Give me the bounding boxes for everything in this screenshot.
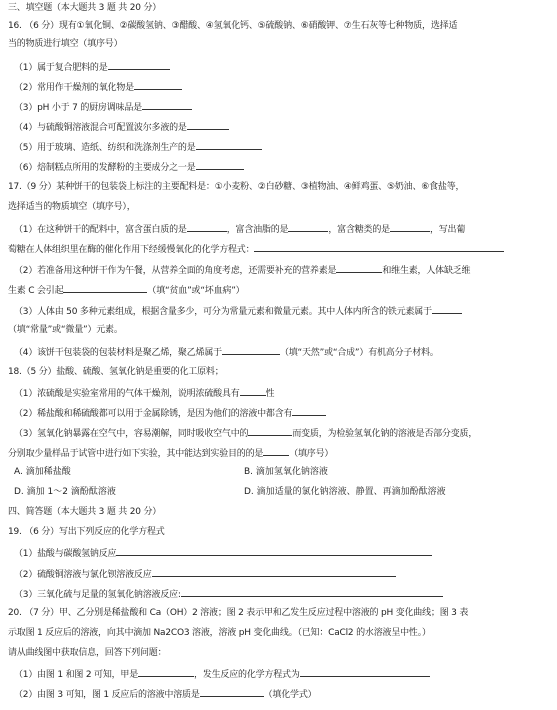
q17-item-2-cont (8, 283, 551, 297)
answer-blank[interactable] (187, 222, 227, 232)
q19-item-1-text: （1）盐酸与碳酸氢钠反应 (14, 549, 117, 559)
answer-blank[interactable] (300, 667, 430, 677)
q16-item-2-text: （2）常用作干燥剂的氧化物是 (14, 83, 134, 93)
q19-item-1 (14, 546, 551, 560)
q16-stem-line1: 16. （6 分）现有①氧化铜、②碳酸氢钠、③醋酸、④氢氧化钙、⑤硫酸钠、⑥硝酸钾、⑦生石灰等七种物质，选择适 (8, 21, 458, 31)
q19-item-3-text: （3）三氧化硫与足量的氢氧化钠溶液反应: (14, 590, 181, 600)
answer-blank[interactable] (288, 222, 328, 232)
q18-option-c[interactable]: D. 滴加 1～2 滴酚酞溶液 (14, 487, 116, 497)
q17-item-3-text-a: （3）人体由 50 多种元素组成，根据含量多少，可分为常量元素和微量元素。其中人体内所含的铁元素属于 (14, 307, 432, 317)
q20-stem-line1: 20. （7 分）甲、乙分别是稀盐酸和 Ca（OH）2 溶液；图 2 表示甲和乙发生反应过程中溶液的 pH 变化曲线；图 3 表 (8, 608, 469, 618)
q17-item-3-cont: （填“常量”或“微量”）元素。 (8, 325, 123, 335)
q20-item-1 (14, 667, 551, 681)
q16-item-3 (14, 100, 551, 114)
answer-blank[interactable] (63, 283, 147, 293)
q17-item-1-text-b: ，富含油脂的是 (226, 225, 289, 235)
q18-item-1-text-b: 性 (265, 389, 275, 399)
q17-item-4 (14, 345, 551, 359)
q18-item-3-text-c: 分别取少量样品于试管中进行如下实验，其中能达到实验目的的是 (8, 449, 264, 459)
q16-item-5 (14, 140, 551, 154)
answer-blank[interactable] (200, 687, 264, 697)
answer-blank[interactable] (108, 60, 170, 70)
q16-item-6 (14, 160, 551, 174)
answer-blank[interactable] (116, 546, 432, 556)
q18-item-3-cont (8, 446, 551, 460)
section-title-fill-in: 三、填空题（本大题共 3 题 共 20 分） (8, 3, 162, 13)
q18-item-3 (14, 426, 551, 440)
q19-item-2-text: （2）硫酸铜溶液与氯化钡溶液反应 (14, 570, 152, 580)
q18-item-2-text-a: （2）稀盐酸和稀硫酸都可以用于金属除锈，是因为他们的溶液中都含有 (14, 409, 293, 419)
q18-item-1 (14, 386, 551, 400)
q18-item-3-text-b: 而变质，为检验氢氧化钠的溶液是否部分变质， (292, 429, 478, 439)
q16-item-5-text: （5）用于玻璃、造纸、纺织和洗涤剂生产的是 (14, 143, 196, 153)
answer-blank[interactable] (240, 386, 266, 396)
section-title-short-answer: 四、简答题（本大题共 3 题 共 20 分） (8, 507, 162, 517)
q17-item-4-text-b: （填“天然”或“合成”）有机高分子材料。 (279, 348, 439, 358)
q20-stem-line3: 请从曲线图中获取信息，回答下列问题： (8, 648, 167, 658)
answer-blank[interactable] (196, 160, 244, 170)
q18-item-3-text-d: （填序号） (289, 449, 334, 459)
q20-item-2-text-b: （填化学式） (263, 690, 317, 700)
answer-blank[interactable] (138, 667, 194, 677)
q16-stem-line2: 当的物质进行填空（填序号） (8, 39, 123, 49)
q18-option-b[interactable]: B. 滴加氢氧化钠溶液 (244, 467, 328, 477)
q20-item-1-text-b: ，发生反应的化学方程式为 (194, 670, 300, 680)
answer-blank[interactable] (134, 80, 182, 90)
q17-item-2-text-b: 和维生素，人体缺乏维 (382, 266, 471, 276)
q17-item-2-text-a: （2）若准备用这种饼干作为午餐，从营养全面的角度考虑，还需要补充的营养素是 (14, 266, 337, 276)
q17-stem-line1: 17.（9 分）某种饼干的包装袋上标注的主要配料是：①小麦粉、②白砂糖、③植物油、④鲜鸡蛋、⑤奶油、⑥食盐等， (8, 182, 465, 192)
q16-item-1 (14, 60, 551, 74)
q16-item-1-text: （1）属于复合肥料的是 (14, 63, 108, 73)
answer-blank[interactable] (292, 406, 326, 416)
q17-item-1-text-c: ，富含糖类的是 (328, 225, 390, 235)
q20-stem-line2: 示取图 1 反应后的溶液，向其中滴加 Na2CO3 溶液，溶液 pH 变化曲线。（已知：CaCl2 的水溶液呈中性。） (8, 628, 431, 638)
q16-item-4-text: （4）与硫酸铜溶液混合可配置波尔多液的是 (14, 123, 187, 133)
q18-option-a[interactable]: A. 滴加稀盐酸 (14, 467, 71, 477)
q19-stem: 19. （6 分）写出下列反应的化学方程式 (8, 527, 165, 537)
q19-item-3 (14, 587, 551, 601)
answer-blank[interactable] (142, 100, 192, 110)
answer-blank[interactable] (248, 426, 292, 436)
q16-item-3-text: （3）pH 小于 7 的厨房调味品是 (14, 103, 142, 113)
answer-blank[interactable] (187, 120, 229, 130)
q17-stem-line2: 选择适当的物质填空（填序号）， (8, 202, 136, 212)
q19-item-2 (14, 567, 551, 581)
q17-item-4-text-a: （4）该饼干包装袋的包装材料是聚乙烯，聚乙烯属于 (14, 348, 222, 358)
q17-item-1-text-a: （1）在这种饼干的配料中，富含蛋白质的是 (14, 225, 187, 235)
q17-item-2-text-c: 生素 C 会引起 (8, 286, 64, 296)
q16-item-4 (14, 120, 551, 134)
q20-item-1-text-a: （1）由图 1 和图 2 可知，甲是 (14, 670, 139, 680)
q17-item-3 (14, 304, 551, 318)
q16-item-2 (14, 80, 551, 94)
q16-item-6-text: （6）焙制糕点所用的发酵粉的主要成分之一是 (14, 163, 196, 173)
q17-item-1 (14, 222, 551, 236)
answer-blank[interactable] (196, 140, 262, 150)
answer-blank[interactable] (263, 446, 289, 456)
q17-item-1-text-d: ，写出葡 (429, 225, 466, 235)
q18-option-d[interactable]: D. 滴加适量的氯化钠溶液、静置、再滴加酚酞溶液 (244, 487, 446, 497)
q18-item-2 (14, 406, 551, 420)
q17-item-1-text-e: 萄糖在人体组织里在酶的催化作用下经缓慢氧化的化学方程式： (8, 245, 255, 255)
q17-item-1-cont (8, 242, 551, 256)
q18-item-3-text-a: （3）氢氧化钠暴露在空气中，容易潮解，同时吸收空气中的 (14, 429, 249, 439)
q20-item-2 (14, 687, 551, 701)
q18-item-1-text-a: （1）浓硫酸是实验室常用的气体干燥剂，说明浓硫酸具有 (14, 389, 240, 399)
q20-item-2-text-a: （2）由图 3 可知，图 1 反应后的溶液中溶质是 (14, 690, 200, 700)
answer-blank[interactable] (254, 242, 504, 252)
answer-blank[interactable] (390, 222, 430, 232)
q18-stem: 18.（5 分）盐酸、硫酸、氢氧化钠是重要的化工原料； (8, 367, 224, 377)
q17-item-2 (14, 263, 551, 277)
answer-blank[interactable] (432, 304, 462, 314)
answer-blank[interactable] (222, 345, 280, 355)
answer-blank[interactable] (181, 587, 443, 597)
answer-blank[interactable] (152, 567, 396, 577)
answer-blank[interactable] (336, 263, 382, 273)
q17-item-2-text-d: （填“贫血”或“坏血病”） (147, 286, 245, 296)
